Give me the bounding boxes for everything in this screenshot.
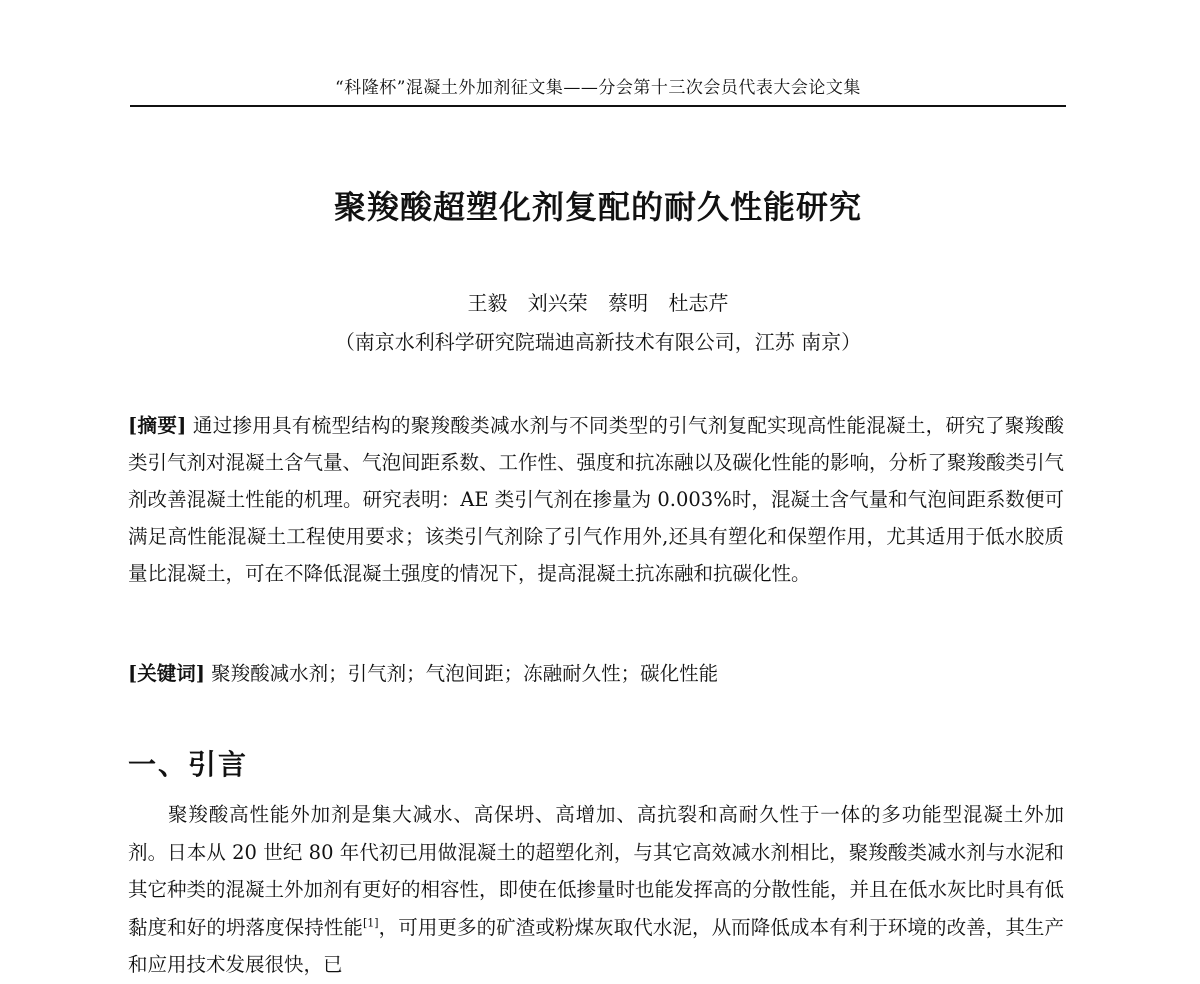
introduction-paragraph bbox=[128, 796, 1064, 984]
introduction-text-part2: ，可用更多的矿渣或粉煤灰取代水泥，从而降低成本有利于环境的改善，其生产和应用技术发展很快，已 bbox=[128, 915, 1064, 976]
section-heading-introduction: 一、引言 bbox=[128, 748, 249, 781]
paper-title: 聚羧酸超塑化剂复配的耐久性能研究 bbox=[333, 188, 862, 226]
abstract-text: 通过掺用具有梳型结构的聚羧酸类减水剂与不同类型的引气剂复配实现高性能混凝土，研究了聚羧酸类引气剂对混凝土含气量、气泡间距系数、工作性、强度和抗冻融以及碳化性能的影响，分析了聚羧酸类引气剂改善混凝土性能的机理。研究表明：AE 类引气剂在掺量为 0.003%时，混凝土含气量和气泡间距系数便可满足高性能混凝土工程使用要求；该类引气剂除了引气作用外,还具有塑化和保塑作用，尤其适用于低水胶质量比混凝土，可在不降低混凝土强度的情况下，提高混凝土抗冻融和抗碳化性。 bbox=[128, 414, 1065, 585]
running-header: “科隆杯”混凝土外加剂征文集——分会第十三次会员代表大会论文集 bbox=[335, 78, 861, 98]
keywords-text: 聚羧酸减水剂；引气剂；气泡间距；冻融耐久性；碳化性能 bbox=[211, 662, 719, 685]
citation-ref[interactable]: [1] bbox=[363, 916, 379, 929]
header-rule bbox=[130, 105, 1066, 107]
paper-authors: 王毅 刘兴荣 蔡明 杜志芹 bbox=[467, 291, 729, 315]
paper-affiliation: （南京水利科学研究院瑞迪高新技术有限公司，江苏 南京） bbox=[334, 330, 862, 354]
abstract-label: [摘要] bbox=[128, 414, 187, 437]
abstract bbox=[128, 407, 1064, 592]
introduction-text-part1: 聚羧酸高性能外加剂是集大减水、高保坍、高增加、高抗裂和高耐久性于一体的多功能型混凝土外加剂。日本从 20 世纪 80 年代初已用做混凝土的超塑化剂，与其它高效减水剂相比，聚羧酸类减水剂与水泥和其它种类的混凝土外加剂有更好的相容性，即使在低掺量时也能发挥高的分散性能，并且在低水灰比时具有低黏度和好的坍落度保持性能 bbox=[128, 803, 1065, 939]
keywords bbox=[128, 655, 1064, 692]
keywords-label: [关键词] bbox=[128, 662, 205, 685]
